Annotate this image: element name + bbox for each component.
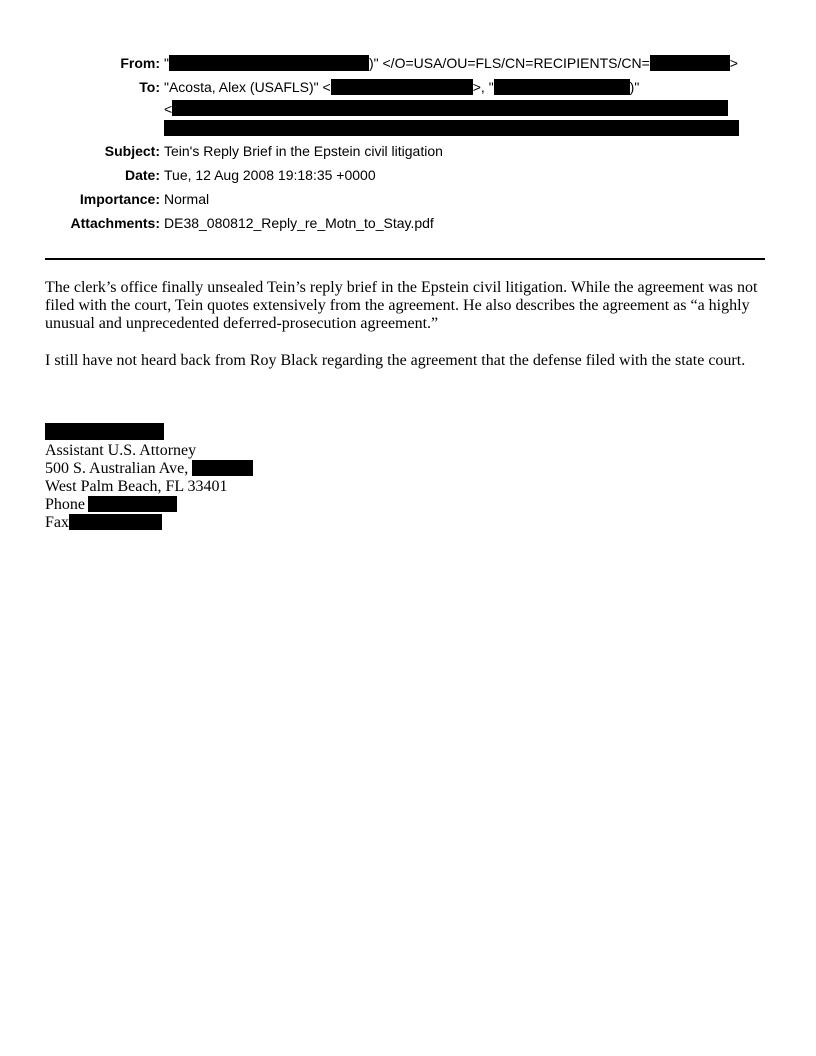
subject-value: Tein's Reply Brief in the Epstein civil litigation [164, 143, 443, 159]
signature-fax [45, 514, 162, 532]
phone-label: Phone [45, 496, 85, 513]
redaction-block [169, 55, 369, 71]
importance-value: Normal [164, 191, 210, 207]
signature-phone [45, 496, 177, 514]
fax-label: Fax [45, 514, 69, 531]
redaction-block [164, 120, 739, 136]
redaction-block [494, 79, 630, 95]
from-value [164, 54, 738, 72]
body-paragraph-1: The clerk’s office finally unsealed Tein’s reply brief in the Epstein civil litigation. While the agreement was not filed with the court, Tein quotes extensively from the agreement. He also describes the agreement as “a highly unusual and unprecedented deferred-prosecution agreement.” [45, 279, 758, 332]
redaction-block [45, 423, 164, 440]
from-prefix: " [164, 55, 169, 71]
date-label: Date: [124, 167, 160, 183]
redaction-block [192, 460, 253, 476]
to-value [164, 78, 639, 96]
redaction-block [650, 55, 730, 71]
attachments-label: Attachments: [70, 215, 160, 231]
signature-address [45, 460, 253, 478]
subject-label: Subject: [104, 143, 160, 159]
redaction-block [172, 100, 728, 116]
to-middle: >, " [472, 79, 494, 95]
to-suffix: )" [629, 79, 640, 95]
to-label: To: [139, 79, 160, 95]
redaction-block [69, 514, 162, 530]
redaction-block [88, 496, 177, 512]
to-prefix: "Acosta, Alex (USAFLS)" < [164, 79, 331, 95]
signature-city: West Palm Beach, FL 33401 [45, 478, 228, 495]
from-label: From: [120, 55, 160, 71]
to-value-line2 [164, 100, 172, 118]
signature-title: Assistant U.S. Attorney [45, 442, 197, 459]
importance-label: Importance: [79, 191, 160, 207]
signature-address-text: 500 S. Australian Ave, [45, 460, 189, 477]
body-paragraph-2: I still have not heard back from Roy Black regarding the agreement that the defense filed with the state court. [45, 352, 746, 369]
to-line2-prefix: < [164, 101, 173, 117]
redaction-block [331, 79, 473, 95]
attachment-value[interactable]: DE38_080812_Reply_re_Motn_to_Stay.pdf [164, 215, 434, 231]
header-divider [45, 258, 765, 260]
from-middle: )" </O=USA/OU=FLS/CN=RECIPIENTS/CN= [368, 55, 650, 71]
from-suffix: > [729, 55, 738, 71]
date-value: Tue, 12 Aug 2008 19:18:35 +0000 [164, 167, 376, 183]
